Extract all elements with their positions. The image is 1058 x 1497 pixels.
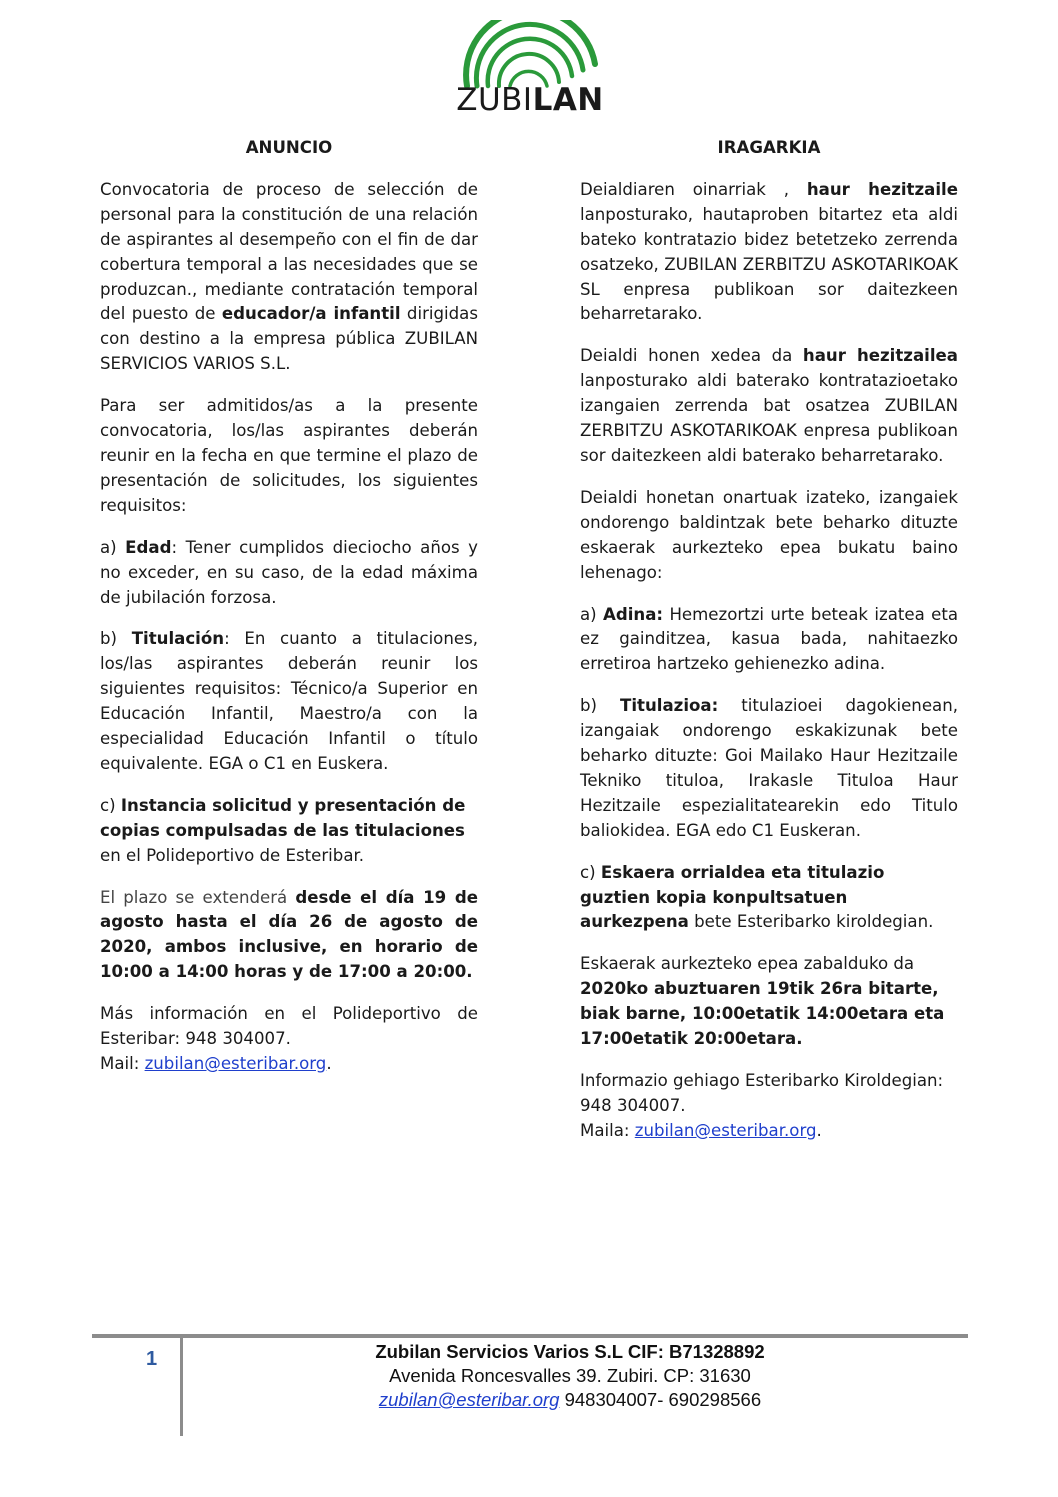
requirement-application: c) Instancia solicitud y presentación de copias compulsadas de las titulaciones en el Polideportivo de Esteribar. — [100, 795, 466, 865]
requirement-application: c) Eskaera orrialdea eta titulazio guztien kopia konpultsatuen aurkezpena bete Esteribarko kiroldegian. — [580, 862, 934, 932]
deadline-paragraph: El plazo se extenderá desde el día 19 de agosto hasta el día 26 de agosto de 2020, ambos inclusive, en horario de 10:00 a 14:00 horas y de 17:00 a 20:00. — [100, 887, 478, 982]
anuncio-heading: ANUNCIO — [245, 138, 333, 157]
footer-info — [330, 1340, 810, 1412]
requirements-intro: Para ser admitidos/as a la presente convocatoria, los/las aspirantes deberán reunir en la fecha en que termine el plazo de presentación de solicitudes, los siguientes requisitos: — [100, 396, 478, 515]
email-link[interactable]: zubilan@esteribar.org — [634, 1120, 817, 1140]
page-number: 1 — [146, 1348, 158, 1370]
footer-company: Zubilan Servicios Varios S.L CIF: B71328892 — [375, 1341, 765, 1362]
spanish-column — [100, 136, 478, 1094]
contact-paragraph: Informazio gehiago Esteribarko Kiroldegian: 948 304007. Maila: zubilan@esteribar.org. — [580, 1071, 944, 1140]
contact-paragraph: Más información en el Polideportivo de Esteribar: 948 304007. Mail: zubilan@esteribar.org. — [100, 1004, 478, 1073]
footer-divider — [92, 1334, 968, 1338]
footer-address: Avenida Roncesvalles 39. Zubiri. CP: 31630 — [389, 1365, 751, 1386]
purpose-paragraph: Deialdi honen xedea da haur hezitzailea lanposturako aldi baterako kontratazioetako izangaien zerrenda bat osatzea ZUBILAN ZERBITZU ASKOTARIKOAK enpresa publikoan sor daitezkeen aldi baterako beharretarako. — [580, 346, 958, 465]
requirement-age: a) Adina: Hemezortzi urte beteak izatea eta ez gainditzea, kasua bada, nahitaezko erretiroa hartzeko gehienezko adina. — [580, 604, 958, 674]
logo-wordmark: ZUBILAN — [456, 82, 604, 118]
requirement-age: a) Edad: Tener cumplidos dieciocho años y no exceder, en su caso, de la edad máxima de jubilación forzosa. — [100, 537, 478, 607]
footer-vertical-divider — [180, 1338, 183, 1436]
zubilan-logo — [455, 20, 605, 120]
basque-column — [580, 136, 958, 1161]
email-link[interactable]: zubilan@esteribar.org — [144, 1054, 327, 1073]
logo-arcs-icon — [455, 20, 605, 90]
requirements-intro: Deialdi honetan onartuak izateko, izangaiek ondorengo baldintzak bete beharko dituzte eskaerak aurkezteko epea bukatu baino lehenago: — [580, 487, 958, 582]
footer-contact — [330, 1388, 810, 1412]
intro-paragraph: Deialdiaren oinarriak , haur hezitzaile lanposturako, hautaproben bitartez eta aldi bateko kontratazio bidez betetzeko zerrenda osatzeko, ZUBILAN ZERBITZU ASKOTARIKOAK SL enpresa publikoan sor daitezkeen beharretarako. — [580, 179, 958, 324]
requirement-qualification: b) Titulación: En cuanto a titulaciones, los/las aspirantes deberán reunir los siguientes requisitos: Técnico/a Superior en Educación Infantil, Maestro/a con la especialidad Educación Infantil o título equivalente. EGA o C1 en Euskera. — [100, 629, 478, 773]
requirement-qualification: b) Titulazioa: titulazioei dagokienean, izangaiak ondorengo eskakizunak bete beharko dituzte: Goi Mailako Haur Hezitzaile Tekniko tituloa, Irakasle Tituloa Haur Hezitzaile espezialitatearekin edo Titulo baliokidea. EGA edo C1 Euskeran. — [580, 696, 958, 840]
intro-paragraph: Convocatoria de proceso de selección de personal para la constitución de una relación de aspirantes al desempeño con el fin de dar cobertura temporal a las necesidades que se produzcan., mediante contratación temporal del puesto de educador/a infantil dirigidas con destino a la empresa pública ZUBILAN SERVICIOS VARIOS S.L. — [100, 179, 479, 374]
footer-phones: 948304007- 690298566 — [559, 1389, 762, 1410]
footer-email[interactable]: zubilan@esteribar.org — [378, 1389, 560, 1410]
deadline-paragraph: Eskaerak aurkezteko epea zabalduko da 2020ko abuztuaren 19tik 26ra bitarte, biak barne, 10:00etatik 14:00etara eta 17:00etatik 20:00etara. — [580, 954, 945, 1049]
iragarkia-heading: IRAGARKIA — [717, 138, 821, 157]
